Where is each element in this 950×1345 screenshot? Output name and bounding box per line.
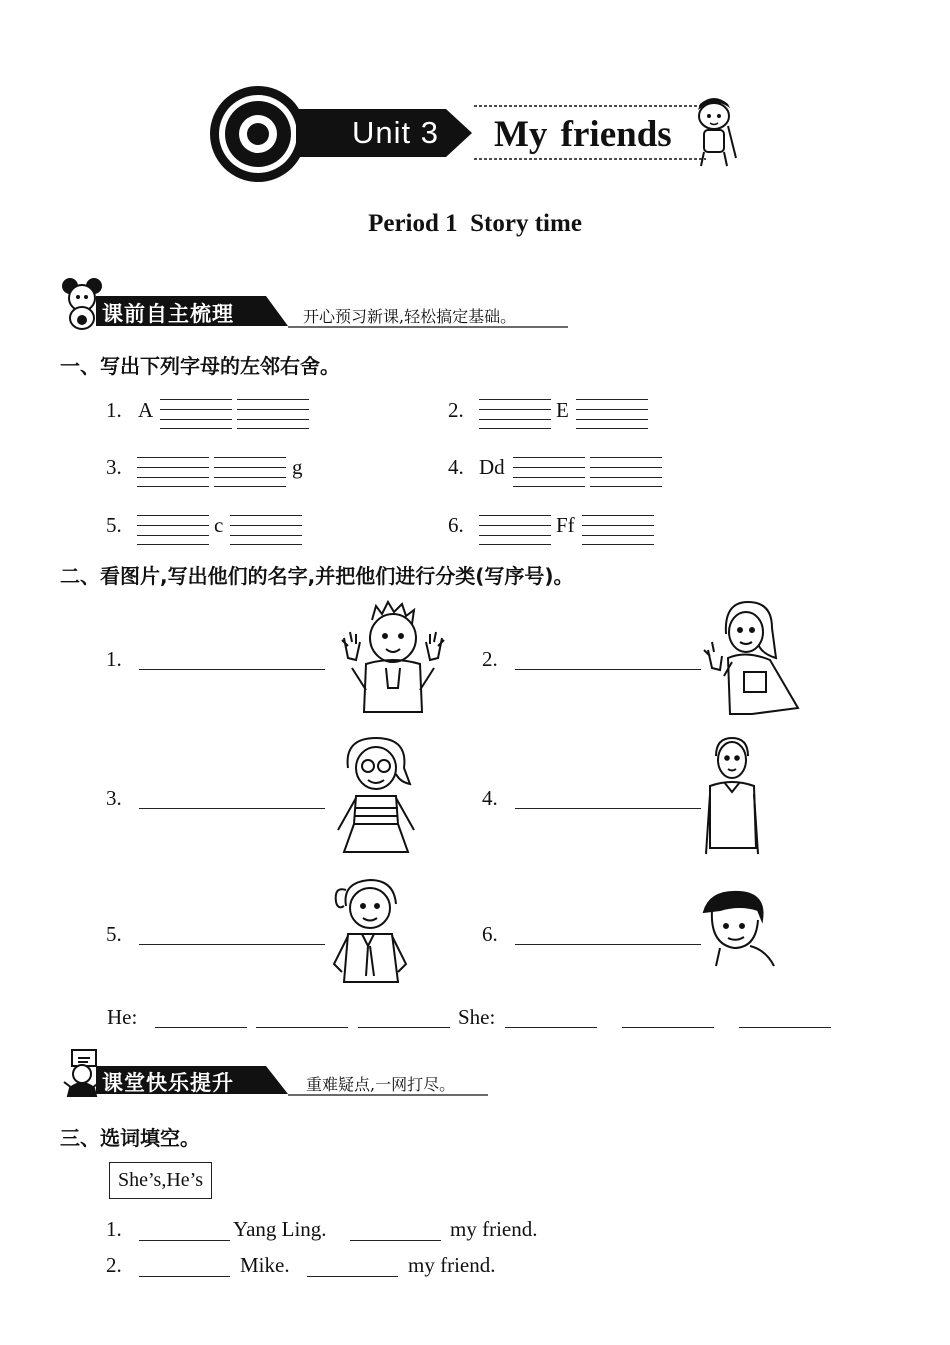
name-blank[interactable] — [515, 808, 701, 809]
explorer-mascot-icon — [688, 96, 740, 168]
target-icon — [208, 84, 308, 184]
banner-motto: 重难疑点,一网打尽。 — [306, 1075, 456, 1094]
item-number: 3. — [106, 786, 122, 810]
he-blank[interactable] — [358, 1027, 450, 1028]
girl-with-glasses-picture — [330, 734, 424, 858]
item-number: 6. — [482, 922, 498, 946]
banner-motto: 开心预习新课,轻松搞定基础。 — [303, 307, 517, 326]
letter-writing-lines[interactable] — [237, 399, 309, 429]
answer-blank[interactable] — [307, 1276, 398, 1277]
letter-writing-lines[interactable] — [479, 399, 551, 429]
waving-boy-picture — [326, 598, 462, 714]
letter-writing-lines[interactable] — [160, 399, 232, 429]
name-blank[interactable] — [515, 944, 701, 945]
answer-blank[interactable] — [350, 1240, 441, 1241]
item-number: 2. — [448, 398, 464, 422]
name-blank[interactable] — [139, 669, 325, 670]
given-letter: c — [214, 513, 224, 537]
letter-writing-lines[interactable] — [214, 457, 286, 487]
given-letter: Dd — [479, 455, 505, 479]
girl-with-ponytail-picture — [330, 876, 412, 988]
given-letter: A — [138, 398, 154, 422]
item-number: 5. — [106, 513, 122, 537]
given-letter: Ff — [556, 513, 575, 537]
answer-blank[interactable] — [139, 1240, 230, 1241]
letter-writing-lines[interactable] — [137, 515, 209, 545]
item-number: 1. — [106, 647, 122, 671]
section3-heading: 三、选词填空。 — [60, 1126, 200, 1150]
she-blank[interactable] — [505, 1027, 597, 1028]
man-in-sweater-picture — [704, 736, 760, 858]
sentence-text: Yang Ling. — [233, 1217, 327, 1241]
boy-with-dark-hair-picture — [700, 890, 778, 970]
name-blank[interactable] — [139, 944, 325, 945]
unit-label: Unit 3 — [352, 115, 439, 150]
item-number: 1. — [106, 1217, 122, 1241]
item-number: 5. — [106, 922, 122, 946]
banner-label: 课前自主梳理 — [102, 302, 234, 326]
letter-writing-lines[interactable] — [582, 515, 654, 545]
he-label: He: — [107, 1005, 138, 1029]
letter-writing-lines[interactable] — [479, 515, 551, 545]
period-title: Period 1 Story time — [368, 210, 582, 237]
letter-writing-lines[interactable] — [590, 457, 662, 487]
sentence-text: my friend. — [450, 1217, 538, 1241]
word-box: She’s,He’s — [109, 1162, 212, 1199]
sentence-text: Mike. — [240, 1253, 290, 1277]
unit-title: My friends — [494, 114, 672, 155]
item-number: 2. — [482, 647, 498, 671]
banner-label: 课堂快乐提升 — [102, 1071, 234, 1095]
letter-writing-lines[interactable] — [513, 457, 585, 487]
section2-heading: 二、看图片,写出他们的名字,并把他们进行分类(写序号)。 — [60, 564, 574, 588]
letter-writing-lines[interactable] — [576, 399, 648, 429]
item-number: 6. — [448, 513, 464, 537]
he-blank[interactable] — [256, 1027, 348, 1028]
section1-heading: 一、写出下列字母的左邻右舍。 — [60, 354, 340, 378]
given-letter: E — [556, 398, 569, 422]
item-number: 2. — [106, 1253, 122, 1277]
letter-writing-lines[interactable] — [230, 515, 302, 545]
sentence-text: my friend. — [408, 1253, 496, 1277]
item-number: 4. — [482, 786, 498, 810]
she-blank[interactable] — [622, 1027, 714, 1028]
item-number: 4. — [448, 455, 464, 479]
woman-teacher-picture — [702, 598, 802, 716]
answer-blank[interactable] — [139, 1276, 230, 1277]
given-letter: g — [292, 455, 303, 479]
letter-writing-lines[interactable] — [137, 457, 209, 487]
name-blank[interactable] — [515, 669, 701, 670]
name-blank[interactable] — [139, 808, 325, 809]
he-blank[interactable] — [155, 1027, 247, 1028]
item-number: 3. — [106, 455, 122, 479]
she-blank[interactable] — [739, 1027, 831, 1028]
item-number: 1. — [106, 398, 122, 422]
she-label: She: — [458, 1005, 496, 1029]
